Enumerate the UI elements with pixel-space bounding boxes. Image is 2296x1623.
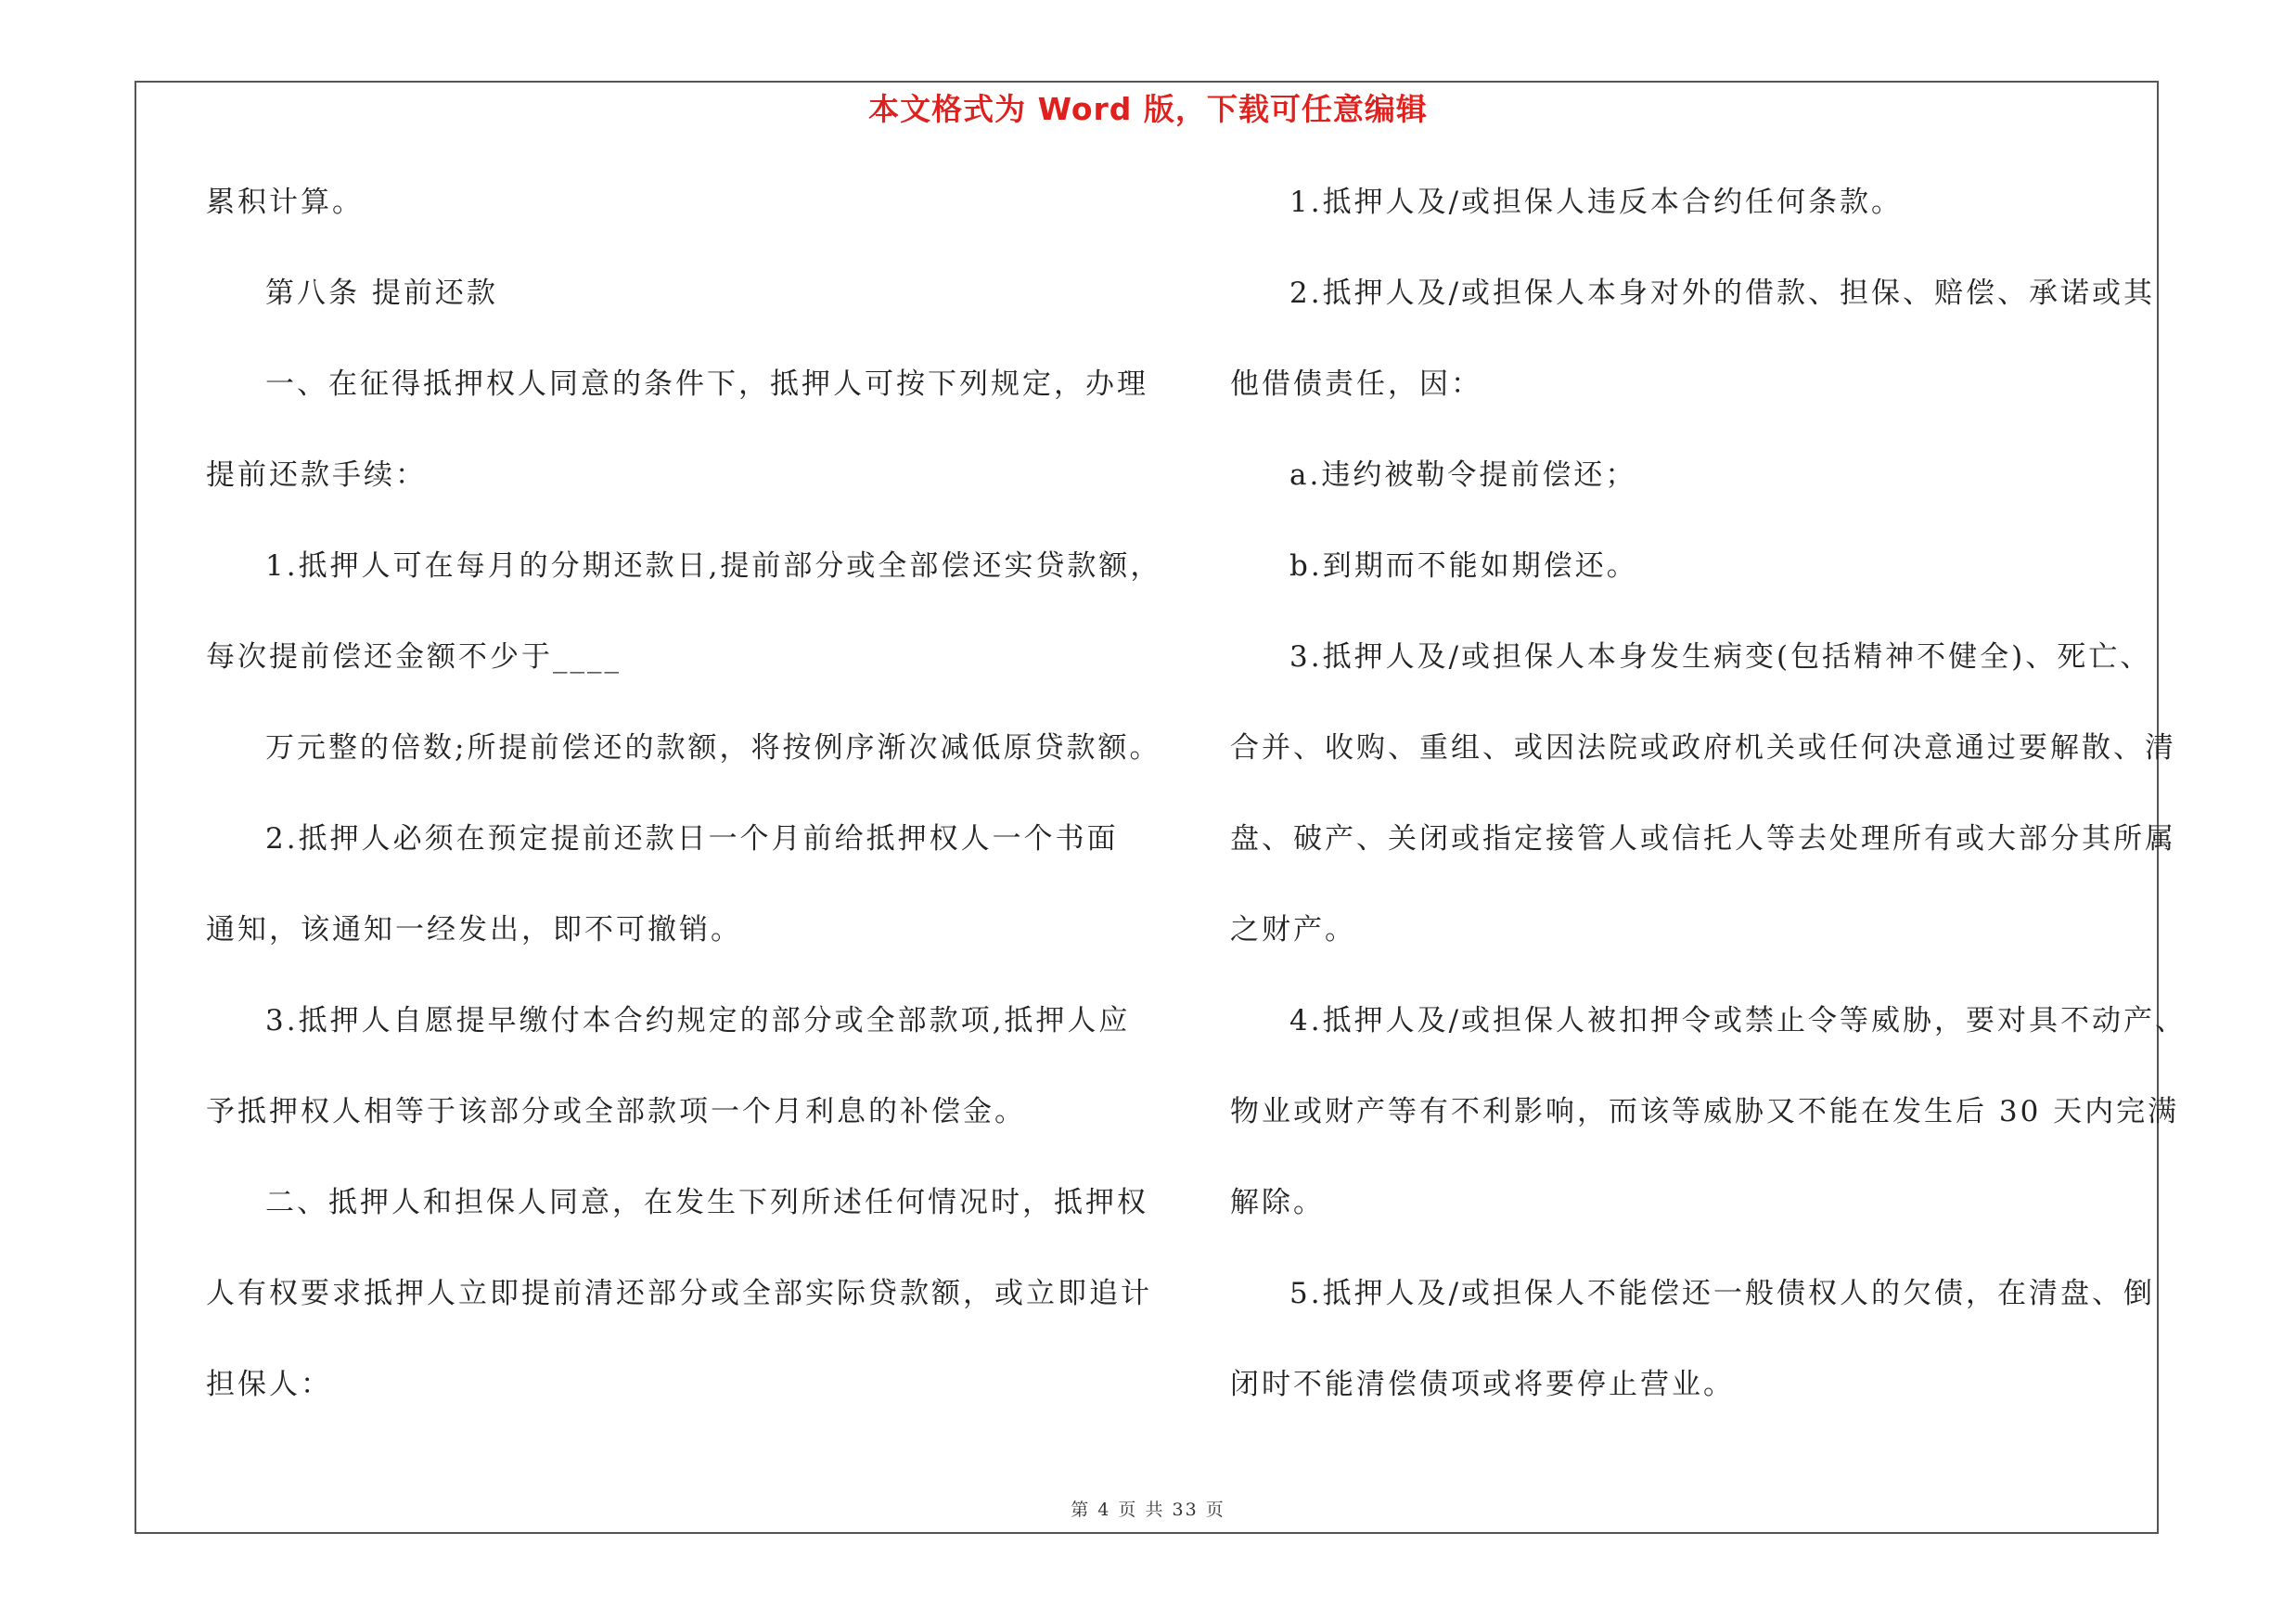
current-page-number: 4 <box>1097 1500 1111 1520</box>
format-notice-banner: 本文格式为 Word 版，下载可任意编辑 <box>868 91 1428 127</box>
paragraph-line: 之财产。 <box>1230 913 1356 947</box>
footer-suffix: 页 <box>1205 1500 1225 1520</box>
paragraph-line: 解除。 <box>1230 1186 1325 1219</box>
paragraph-line: 人有权要求抵押人立即提前清还部分或全部实际贷款额，或立即追计 <box>206 1277 1152 1310</box>
paragraph-line: 二、抵押人和担保人同意，在发生下列所述任何情况时，抵押权 <box>265 1186 1148 1219</box>
paragraph-line: 2.抵押人及/或担保人本身对外的借款、担保、赔偿、承诺或其 <box>1289 277 2156 310</box>
total-page-count: 33 <box>1172 1500 1199 1520</box>
paragraph-line: a.违约被勒令提前偿还； <box>1289 458 1637 492</box>
paragraph-line: 他借债责任，因： <box>1230 367 1482 401</box>
paragraph-line: 闭时不能清偿债项或将要停止营业。 <box>1230 1368 1735 1401</box>
paragraph-line: 3.抵押人自愿提早缴付本合约规定的部分或全部款项,抵押人应 <box>265 1004 1131 1037</box>
paragraph-line: 4.抵押人及/或担保人被扣押令或禁止令等威胁，要对具不动产、 <box>1289 1004 2187 1037</box>
paragraph-line: 担保人： <box>206 1368 332 1401</box>
footer-prefix: 第 <box>1071 1500 1091 1520</box>
paragraph-line: 万元整的倍数;所提前偿还的款额，将按例序渐次减低原贷款额。 <box>265 731 1161 765</box>
paragraph-line: 盘、破产、关闭或指定接管人或信托人等去处理所有或大部分其所属 <box>1230 822 2176 856</box>
paragraph-line: 物业或财产等有不利影响，而该等威胁又不能在发生后 30 天内完满 <box>1230 1095 2180 1128</box>
paragraph-line: 一、在征得抵押权人同意的条件下，抵押人可按下列规定，办理 <box>265 367 1148 401</box>
paragraph-line: 3.抵押人及/或担保人本身发生病变(包括精神不健全)、死亡、 <box>1289 640 2152 674</box>
paragraph-line: 1.抵押人及/或担保人违反本合约任何条款。 <box>1289 186 1904 219</box>
paragraph-line: 提前还款手续： <box>206 458 427 492</box>
paragraph-line: 合并、收购、重组、或因法院或政府机关或任何决意通过要解散、清 <box>1230 731 2176 765</box>
footer-middle: 页 共 <box>1118 1500 1165 1520</box>
article-heading: 第八条 提前还款 <box>265 277 498 310</box>
paragraph-line: 每次提前偿还金额不少于____ <box>206 640 622 674</box>
paragraph-line: b.到期而不能如期偿还。 <box>1289 549 1638 583</box>
paragraph-line: 予抵押权人相等于该部分或全部款项一个月利息的补偿金。 <box>206 1095 1026 1128</box>
paragraph-line: 累积计算。 <box>206 186 364 219</box>
page-footer <box>0 1496 2296 1521</box>
paragraph-line: 通知，该通知一经发出，即不可撤销。 <box>206 913 742 947</box>
paragraph-line: 2.抵押人必须在预定提前还款日一个月前给抵押权人一个书面 <box>265 822 1119 856</box>
paragraph-line: 5.抵押人及/或担保人不能偿还一般债权人的欠债，在清盘、倒 <box>1289 1277 2156 1310</box>
paragraph-line: 1.抵押人可在每月的分期还款日,提前部分或全部偿还实贷款额， <box>265 549 1162 583</box>
